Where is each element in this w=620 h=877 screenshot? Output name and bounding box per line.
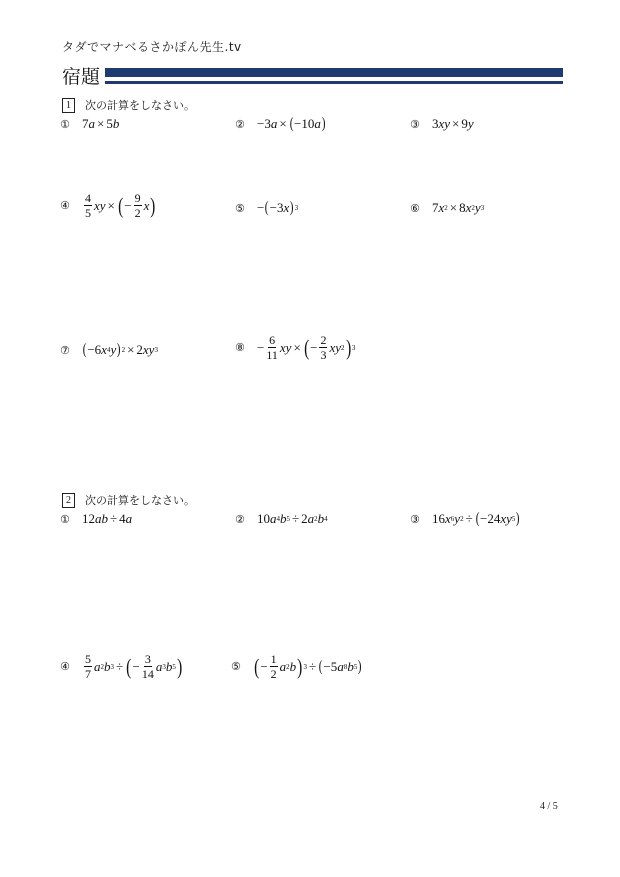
expression: −3 a × ( −10 a )	[257, 115, 326, 132]
problem-2-5	[231, 652, 363, 681]
site-name: タダでマナベるさかぽん先生.tv	[62, 40, 242, 54]
problem-1-7	[60, 341, 158, 358]
expression: 3 xy × 9 y	[432, 116, 474, 131]
expression: ( − $\frac{1}{2}$ a 2 b ) 3 ÷ ( −5 a 8 b 5 )	[254, 652, 362, 681]
expression: 16 x 6 y 2 ÷ ( −24 xy 5 )	[432, 510, 520, 527]
page-heading: 宿題	[62, 66, 101, 88]
heading-bar-thick	[105, 68, 563, 77]
problem-2-2	[235, 511, 328, 527]
problem-number: ⑤	[231, 660, 241, 673]
problem-1-1	[60, 116, 120, 132]
problem-number: ③	[410, 512, 420, 526]
expression: 7 a × 5 b	[82, 116, 120, 131]
problem-number: ④	[60, 199, 70, 212]
page-indicator: 4 / 5	[540, 801, 558, 812]
problem-1-4	[60, 191, 157, 220]
problem-number: ②	[235, 117, 245, 131]
section-2-header	[62, 492, 195, 508]
heading-bar-thin	[105, 81, 563, 84]
problem-number: ①	[60, 117, 70, 131]
section-instruction: 次の計算をしなさい。	[85, 99, 195, 112]
problem-1-3	[410, 116, 474, 132]
section-1-header	[62, 97, 195, 113]
problem-number: ④	[60, 660, 70, 673]
problem-number: ⑧	[235, 341, 245, 354]
section-instruction: 次の計算をしなさい。	[85, 494, 195, 507]
problem-number: ①	[60, 512, 70, 526]
section-number-box: 1	[62, 98, 75, 113]
expression: 7 x 2 × 8 x 2 y 3	[432, 200, 485, 215]
problem-number: ⑥	[410, 201, 420, 215]
problem-number: ②	[235, 512, 245, 526]
problem-1-6	[410, 200, 485, 216]
expression: − ( −3 x ) 3	[257, 199, 299, 216]
expression: − $\frac{6}{11}$ xy × ( − $\frac{2}{3}$ xy 2 ) 3	[257, 333, 356, 362]
expression: ( −6 x 4 y ) 2 × 2 xy 3	[82, 341, 158, 358]
problem-number: ⑤	[235, 201, 245, 215]
problem-number: ③	[410, 117, 420, 131]
expression: $\frac{4}{5}$ xy × ( − $\frac{9}{2}$ x )	[85, 191, 156, 220]
problem-2-4	[60, 652, 183, 681]
expression: 10 a 4 b 5 ÷ 2 a 2 b 4	[257, 511, 328, 526]
problem-2-3	[410, 510, 521, 527]
problem-1-5	[235, 199, 299, 216]
problem-number: ⑦	[60, 343, 70, 357]
problem-2-1	[60, 511, 133, 527]
problem-1-2	[235, 115, 326, 132]
expression: $\frac{5}{7}$ a 2 b 3 ÷ ( − $\frac{3}{14}$ a 3 b 5 )	[85, 652, 183, 681]
section-number-box: 2	[62, 493, 75, 508]
problem-1-8	[235, 333, 356, 362]
expression: 12 ab ÷ 4 a	[82, 511, 133, 526]
